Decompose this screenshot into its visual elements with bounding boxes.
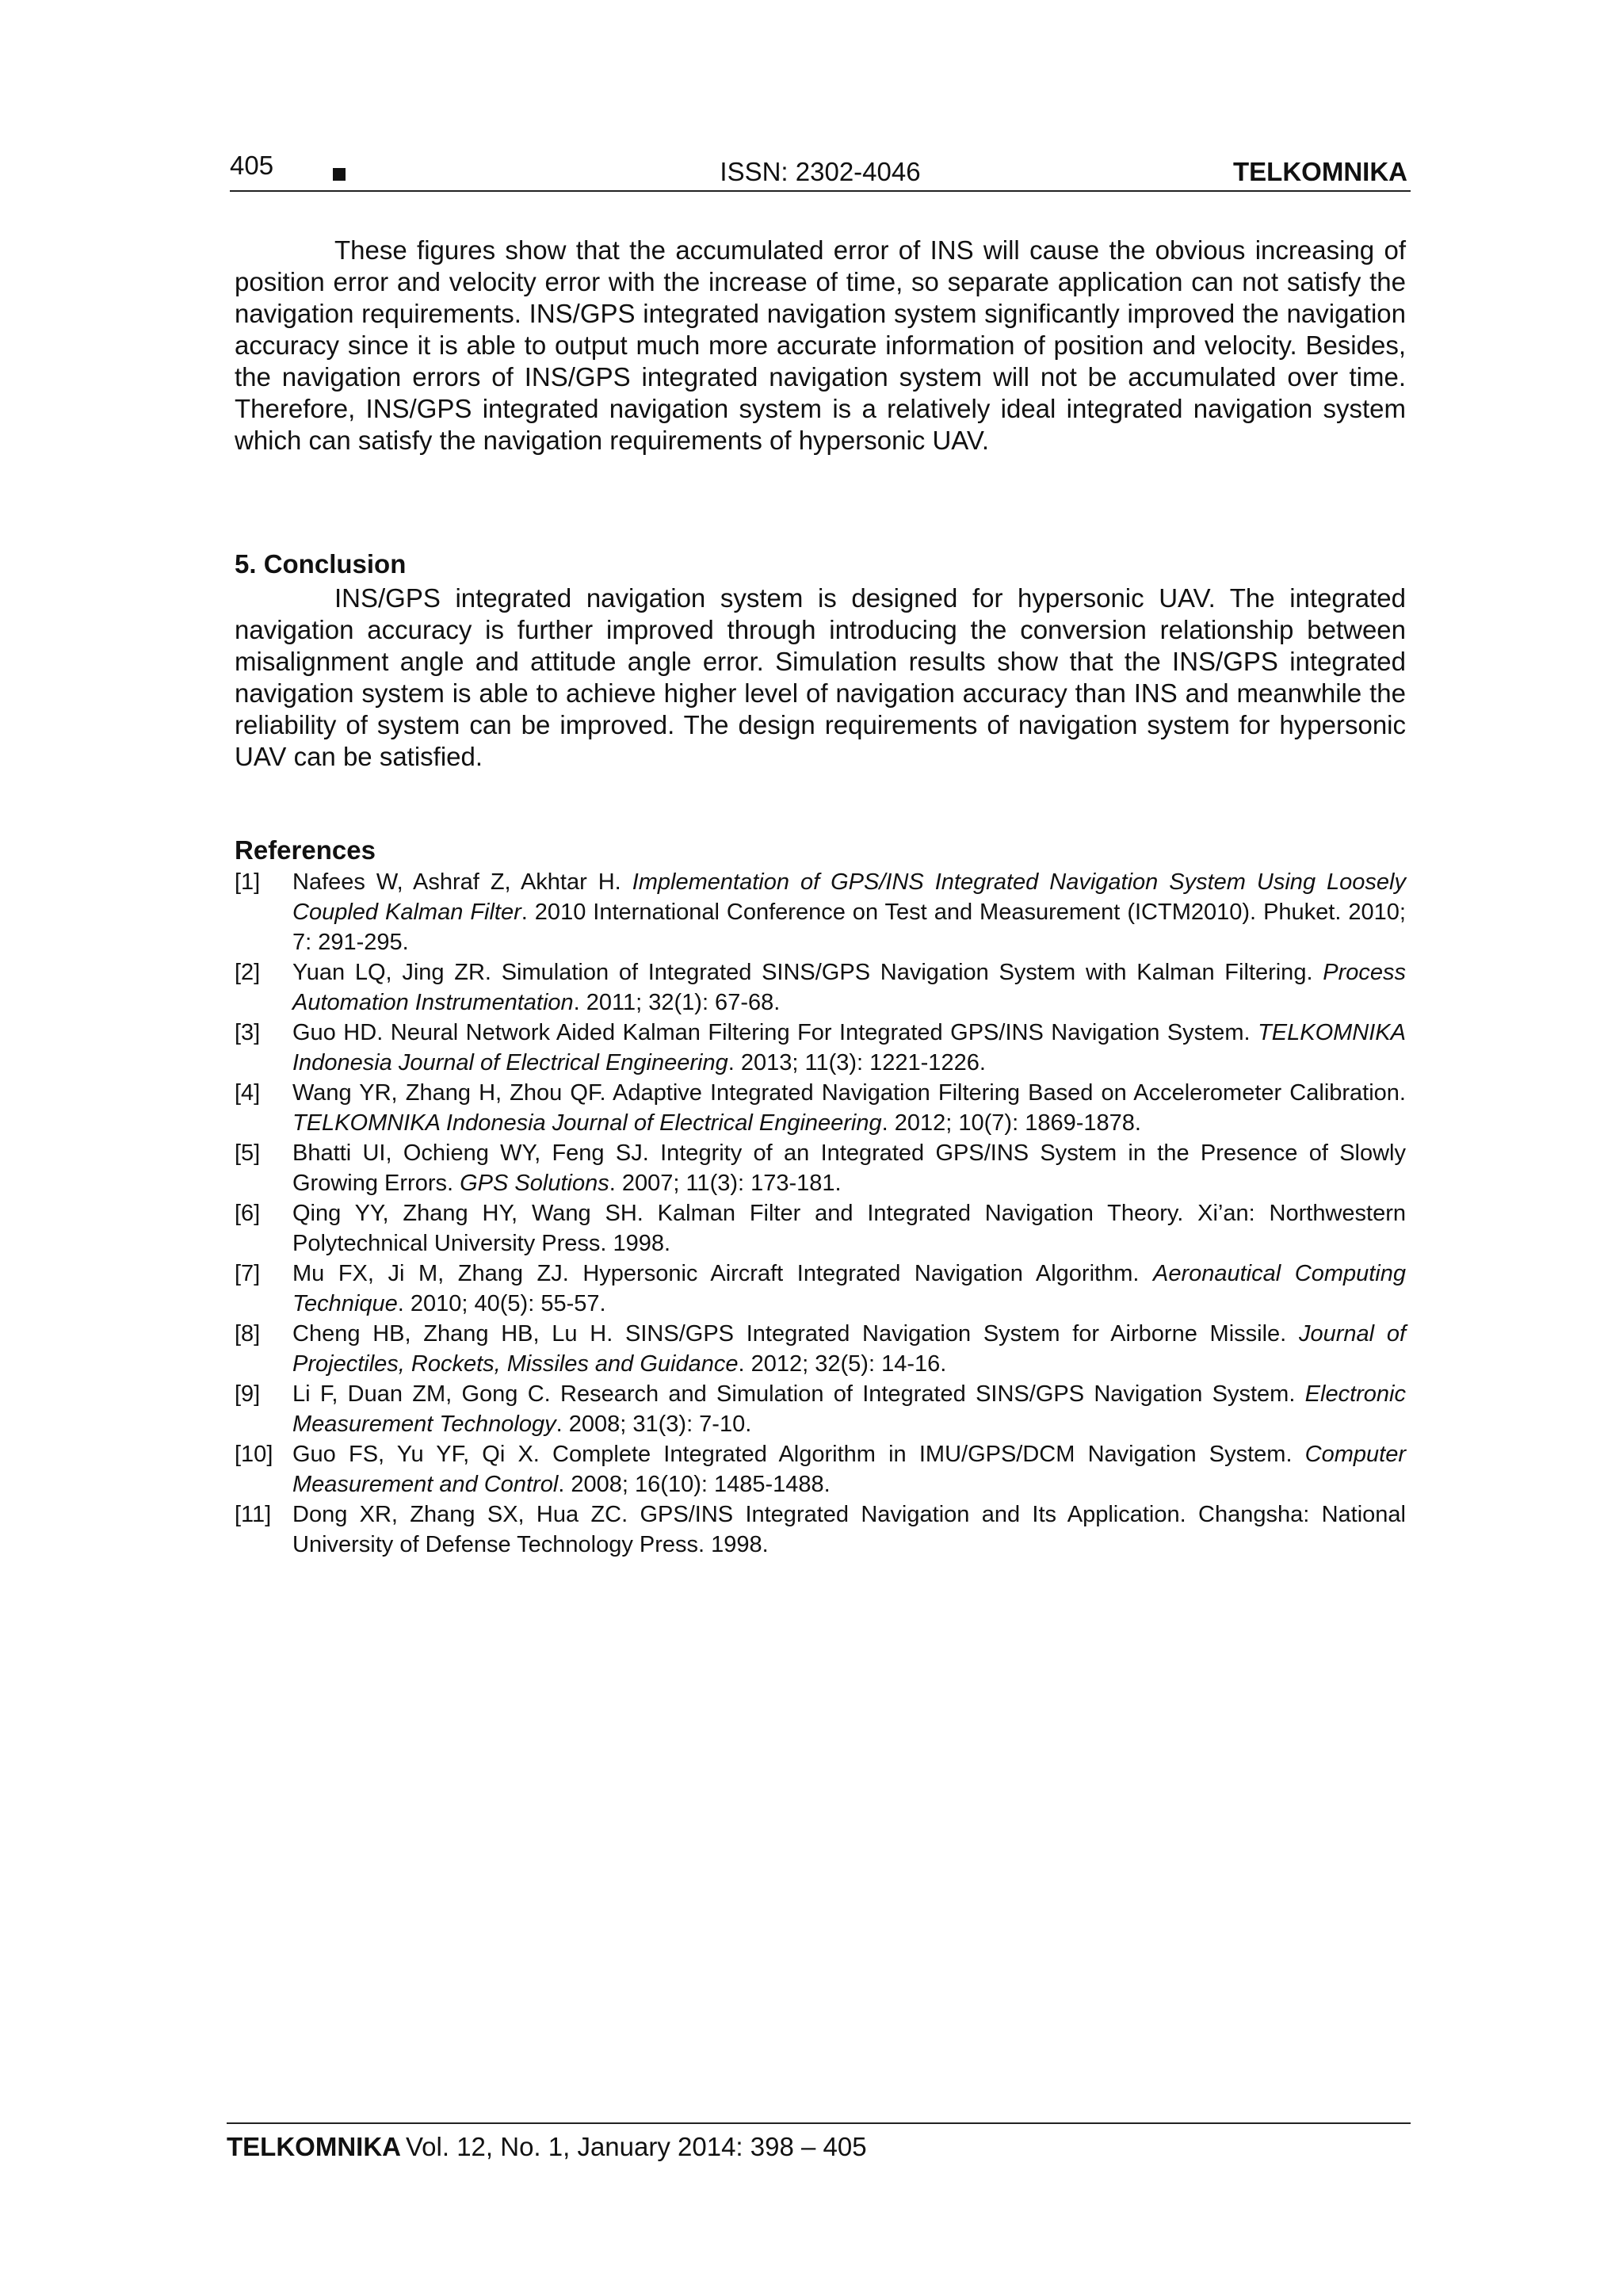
reference-text: Bhatti UI, Ochieng WY, Feng SJ. Integrity of an Integrated GPS/INS System in the Presence of Slowly Growing Errors. — [292, 1140, 1406, 1196]
reference-source: . 2012; 32(5): 14-16. — [738, 1351, 947, 1377]
footer-volume: Vol. 12, No. 1, January 2014: 398 – 405 — [405, 2132, 867, 2161]
journal-name: TELKOMNIKA — [1233, 157, 1407, 186]
reference-journal: TELKOMNIKA Indonesia Journal of Electrical Engineering — [292, 1110, 882, 1136]
reference-journal: GPS Solutions — [460, 1171, 609, 1196]
reference-item — [235, 867, 1406, 957]
reference-source: . 2008; 31(3): 7-10. — [556, 1412, 752, 1437]
reference-source: . 2007; 11(3): 173-181. — [609, 1171, 842, 1196]
reference-text: Yuan LQ, Jing ZR. Simulation of Integrated SINS/GPS Navigation System with Kalman Filtering. — [292, 960, 1323, 985]
reference-item — [235, 1078, 1406, 1138]
reference-text: Guo FS, Yu YF, Qi X. Complete Integrated Algorithm in IMU/GPS/DCM Navigation System. — [292, 1442, 1305, 1467]
page-header — [230, 151, 1411, 192]
reference-item — [235, 1259, 1406, 1319]
references-heading: References — [235, 835, 376, 865]
reference-source: . 2011; 32(1): 67-68. — [573, 990, 781, 1015]
page-number: 405 — [230, 151, 274, 180]
body-paragraph: These figures show that the accumulated error of INS will cause the obvious increasing of position error and velocity error with the increase of time, so separate application can not satisfy the navigation requirements. INS/GPS integrated navigation system significantly improved the navigation accuracy since it is able to output much more accurate information of position and velocity. Besides, the navigation errors of INS/GPS integrated navigation system will not be accumulated over time. Therefore, INS/GPS integrated navigation system is a relatively ideal integrated navigation system which can satisfy the navigation requirements of hypersonic UAV. — [235, 235, 1406, 455]
issn-label: ISSN: 2302-4046 — [720, 157, 921, 186]
reference-journal: Aeronautical Computing Technique — [292, 1261, 1406, 1316]
reference-source: . 2010; 40(5): 55-57. — [397, 1291, 606, 1316]
reference-number: [2] — [235, 960, 261, 985]
reference-item — [235, 1319, 1406, 1379]
references-list — [235, 867, 1406, 1560]
reference-journal: Process Automation Instrumentation — [292, 960, 1406, 1015]
reference-number: [10] — [235, 1442, 273, 1467]
reference-number: [9] — [235, 1381, 261, 1407]
reference-journal: Electronic Measurement Technology — [292, 1381, 1406, 1437]
reference-source: . 2010 International Conference on Test and Measurement (ICTM2010). Phuket. 2010; 7: 291-295. — [292, 900, 1406, 955]
reference-number: [3] — [235, 1020, 261, 1045]
reference-number: [7] — [235, 1261, 261, 1286]
reference-text: Guo HD. Neural Network Aided Kalman Filtering For Integrated GPS/INS Navigation System. — [292, 1020, 1258, 1045]
reference-text: Cheng HB, Zhang HB, Lu H. SINS/GPS Integrated Navigation System for Airborne Missile. — [292, 1321, 1299, 1347]
reference-source: . 2013; 11(3): 1221-1226. — [727, 1050, 986, 1075]
reference-source: . 2008; 16(10): 1485-1488. — [558, 1472, 831, 1497]
reference-number: [1] — [235, 869, 261, 895]
reference-journal: Computer Measurement and Control — [292, 1442, 1406, 1497]
reference-text: Dong XR, Zhang SX, Hua ZC. GPS/INS Integrated Navigation and Its Application. Changsha: National University of Defense Technology Press. 1998. — [292, 1502, 1406, 1557]
reference-number: [4] — [235, 1080, 261, 1106]
reference-text: Qing YY, Zhang HY, Wang SH. Kalman Filter and Integrated Navigation Theory. Xi’an: Northwestern Polytechnical University Press. 1998. — [292, 1201, 1406, 1256]
reference-source: . 2012; 10(7): 1869-1878. — [881, 1110, 1141, 1136]
reference-text: Nafees W, Ashraf Z, Akhtar H. — [292, 869, 632, 895]
reference-item — [235, 1138, 1406, 1198]
footer-journal-name: TELKOMNIKA — [227, 2132, 401, 2161]
reference-number: [5] — [235, 1140, 261, 1166]
reference-text: Mu FX, Ji M, Zhang ZJ. Hypersonic Aircraft Integrated Navigation Algorithm. — [292, 1261, 1153, 1286]
reference-item — [235, 957, 1406, 1018]
reference-journal: TELKOMNIKA Indonesia Journal of Electrical Engineering — [292, 1020, 1406, 1075]
reference-text: Li F, Duan ZM, Gong C. Research and Simulation of Integrated SINS/GPS Navigation System. — [292, 1381, 1305, 1407]
page-footer — [227, 2122, 1411, 2162]
reference-text: Wang YR, Zhang H, Zhou QF. Adaptive Integrated Navigation Filtering Based on Accelerometer Calibration. — [292, 1080, 1406, 1106]
reference-number: [11] — [235, 1502, 272, 1527]
reference-journal: Journal of Projectiles, Rockets, Missiles and Guidance — [292, 1321, 1406, 1377]
reference-item — [235, 1499, 1406, 1560]
section-heading-conclusion: 5. Conclusion — [235, 549, 407, 579]
reference-item — [235, 1379, 1406, 1439]
reference-title: Implementation of GPS/INS Integrated Navigation System Using Loosely Coupled Kalman Filter — [292, 869, 1406, 925]
conclusion-paragraph: INS/GPS integrated navigation system is designed for hypersonic UAV. The integrated navigation accuracy is further improved through introducing the conversion relationship between misalignment angle and attitude angle error. Simulation results show that the INS/GPS integrated navigation system is able to achieve higher level of navigation accuracy than INS and meanwhile the reliability of system can be improved. The design requirements of navigation system for hypersonic UAV can be satisfied. — [235, 583, 1406, 771]
reference-item — [235, 1018, 1406, 1078]
reference-item — [235, 1439, 1406, 1499]
reference-item — [235, 1198, 1406, 1259]
reference-number: [6] — [235, 1201, 261, 1226]
reference-number: [8] — [235, 1321, 261, 1347]
